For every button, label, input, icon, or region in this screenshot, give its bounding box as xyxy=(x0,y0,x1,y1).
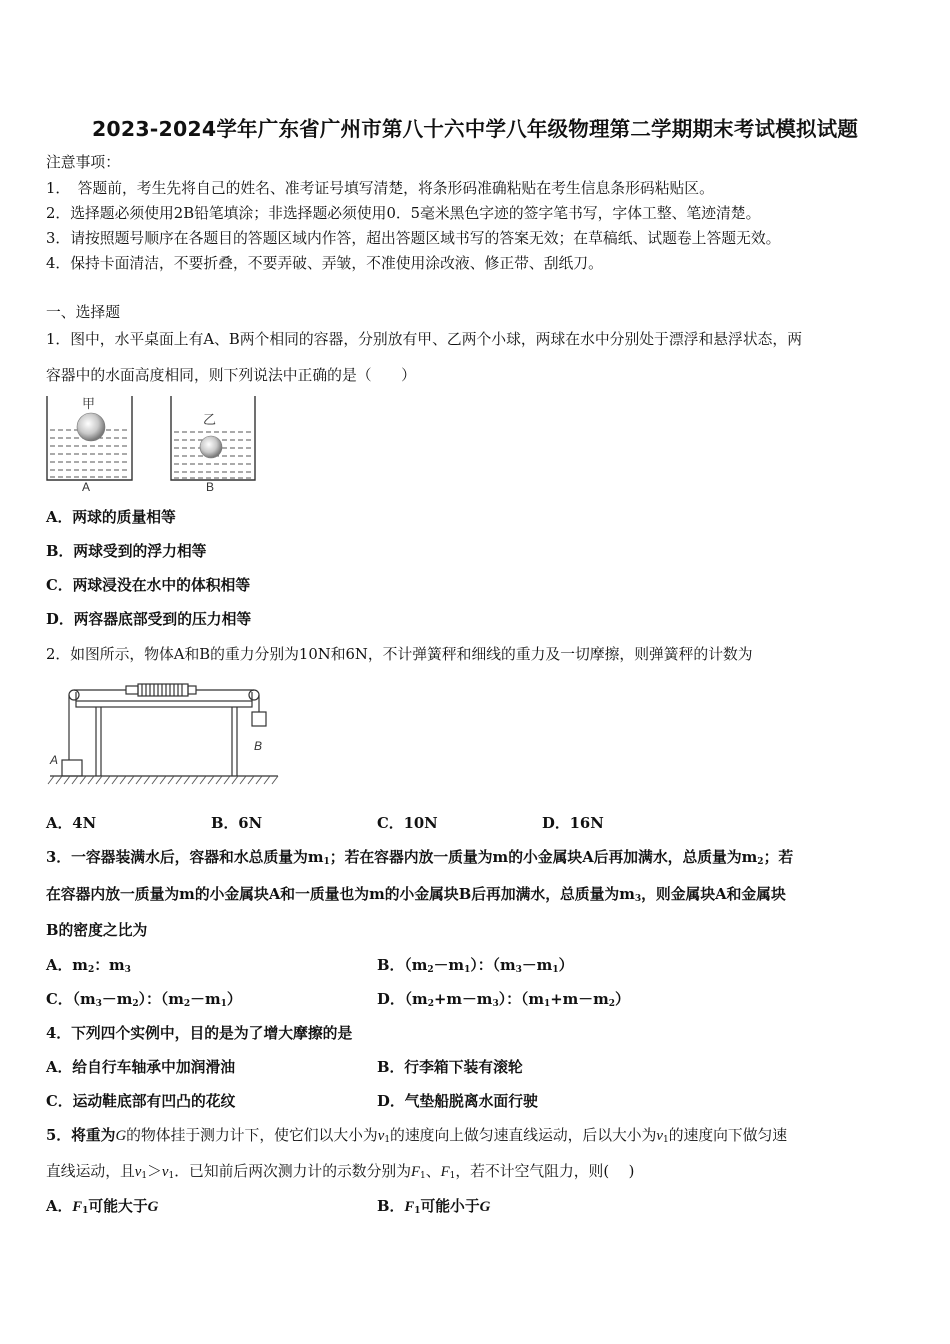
q1-option-a[interactable]: A．两球的质量相等 xyxy=(46,509,176,526)
left-pulley xyxy=(69,690,79,700)
q3-option-c[interactable]: C．$(m_3-m_2)$：$(m_2-m_1)$ xyxy=(46,991,242,1009)
notice-item-2: 2．选择题必须使用2B铅笔填涂；非选择题必须使用0．5毫米黑色字迹的签字笔书写，字体工整、笔迹清楚。 xyxy=(46,205,761,222)
block-a xyxy=(62,760,82,776)
q3-option-a[interactable]: A．$m_2$：$m_3$ xyxy=(46,957,131,975)
q1-figure xyxy=(44,392,260,494)
q2-option-d[interactable]: D．16N xyxy=(542,815,604,832)
notice-item-3: 3．请按照题号顺序在各题目的答题区域内作答，超出答题区域书写的答案无效；在草稿纸、试题卷上答题无效。 xyxy=(46,230,781,247)
q3-stem-line2: 在容器内放一质量为m的小金属块A和一质量也为m的小金属块B后再加满水，总质量为$m_3$，则金属块A和金属块 xyxy=(46,886,786,904)
q2-option-b[interactable]: B．6N xyxy=(211,815,263,832)
block-b xyxy=(252,712,266,726)
q1-option-b[interactable]: B．两球受到的浮力相等 xyxy=(46,543,207,560)
q5-stem-line2: 直线运动，且$v_1>v_1$．已知前后两次测力计的示数分别为$F_1$、$F_1$，若不计空气阻力，则( ) xyxy=(46,1163,635,1181)
container-b-label: B xyxy=(206,480,215,494)
q2-stem: 2．如图所示，物体A和B的重力分别为10N和6N，不计弹簧秤和细线的重力及一切摩擦，则弹簧秤的计数为 xyxy=(46,646,753,663)
q4-stem: 4．下列四个实例中，目的是为了增大摩擦的是 xyxy=(46,1025,353,1042)
q5-option-a[interactable]: A．$F_1$可能大于G xyxy=(46,1198,159,1216)
q4-option-d[interactable]: D．气垫船脱离水面行驶 xyxy=(377,1093,538,1110)
right-pulley xyxy=(249,690,259,700)
q4-option-c[interactable]: C．运动鞋底部有凹凸的花纹 xyxy=(46,1093,236,1110)
q3-stem-line1: 3．一容器装满水后，容器和水总质量为$m_1$；若在容器内放一质量为m的小金属块A后再加满水，总质量为$m_2$；若 xyxy=(46,849,794,867)
q1-stem-line1: 1．图中，水平桌面上有A、B两个相同的容器，分别放有甲、乙两个小球，两球在水中分别处于漂浮和悬浮状态，两 xyxy=(46,331,803,348)
q5-option-b[interactable]: B．$F_1$可能小于G xyxy=(377,1198,491,1216)
ball-jia xyxy=(77,413,105,441)
container-b xyxy=(171,396,255,494)
q3-option-d[interactable]: D．$(m_2+m-m_3)$：$(m_1+m-m_2)$ xyxy=(377,991,630,1009)
q1-option-d[interactable]: D．两容器底部受到的压力相等 xyxy=(46,611,252,628)
notice-item-4: 4．保持卡面清洁，不要折叠，不要弄破、弄皱，不准使用涂改液、修正带、刮纸刀。 xyxy=(46,255,603,272)
notice-heading: 注意事项： xyxy=(46,154,120,171)
table xyxy=(76,692,252,776)
q3-stem-line3: B的密度之比为 xyxy=(46,922,148,939)
q1-stem-line2: 容器中的水面高度相同，则下列说法中正确的是（ ） xyxy=(46,367,416,384)
q1-option-c[interactable]: C．两球浸没在水中的体积相等 xyxy=(46,577,251,594)
q4-option-b[interactable]: B．行李箱下装有滚轮 xyxy=(377,1059,523,1076)
ball-yi-label: 乙 xyxy=(203,413,217,428)
ball-yi xyxy=(200,436,222,458)
q2-figure xyxy=(46,680,282,795)
spring-scale xyxy=(126,684,196,696)
q5-stem-line1: 5．将重为G的物体挂于测力计下，使它们以大小为$v_1$的速度向上做匀速直线运动，后以大小为$v_1$的速度向下做匀速 xyxy=(46,1127,788,1145)
container-a xyxy=(47,396,132,494)
container-a-label: A xyxy=(82,480,91,494)
q2-option-a[interactable]: A．4N xyxy=(46,815,97,832)
q2-option-c[interactable]: C．10N xyxy=(377,815,438,832)
block-a-label: A xyxy=(50,753,59,767)
notice-item-1: 1． 答题前，考生先将自己的姓名、准考证号填写清楚，将条形码准确粘贴在考生信息条形码粘贴区。 xyxy=(46,180,714,197)
q4-option-a[interactable]: A．给自行车轴承中加润滑油 xyxy=(46,1059,236,1076)
q3-option-b[interactable]: B．$(m_2-m_1)$：$(m_3-m_1)$ xyxy=(377,957,574,975)
block-b-label: B xyxy=(254,739,263,753)
page-title: 2023-2024学年广东省广州市第八十六中学八年级物理第二学期期末考试模拟试题 xyxy=(91,117,859,141)
ball-jia-label: 甲 xyxy=(82,397,96,412)
section-heading: 一、选择题 xyxy=(46,304,120,321)
